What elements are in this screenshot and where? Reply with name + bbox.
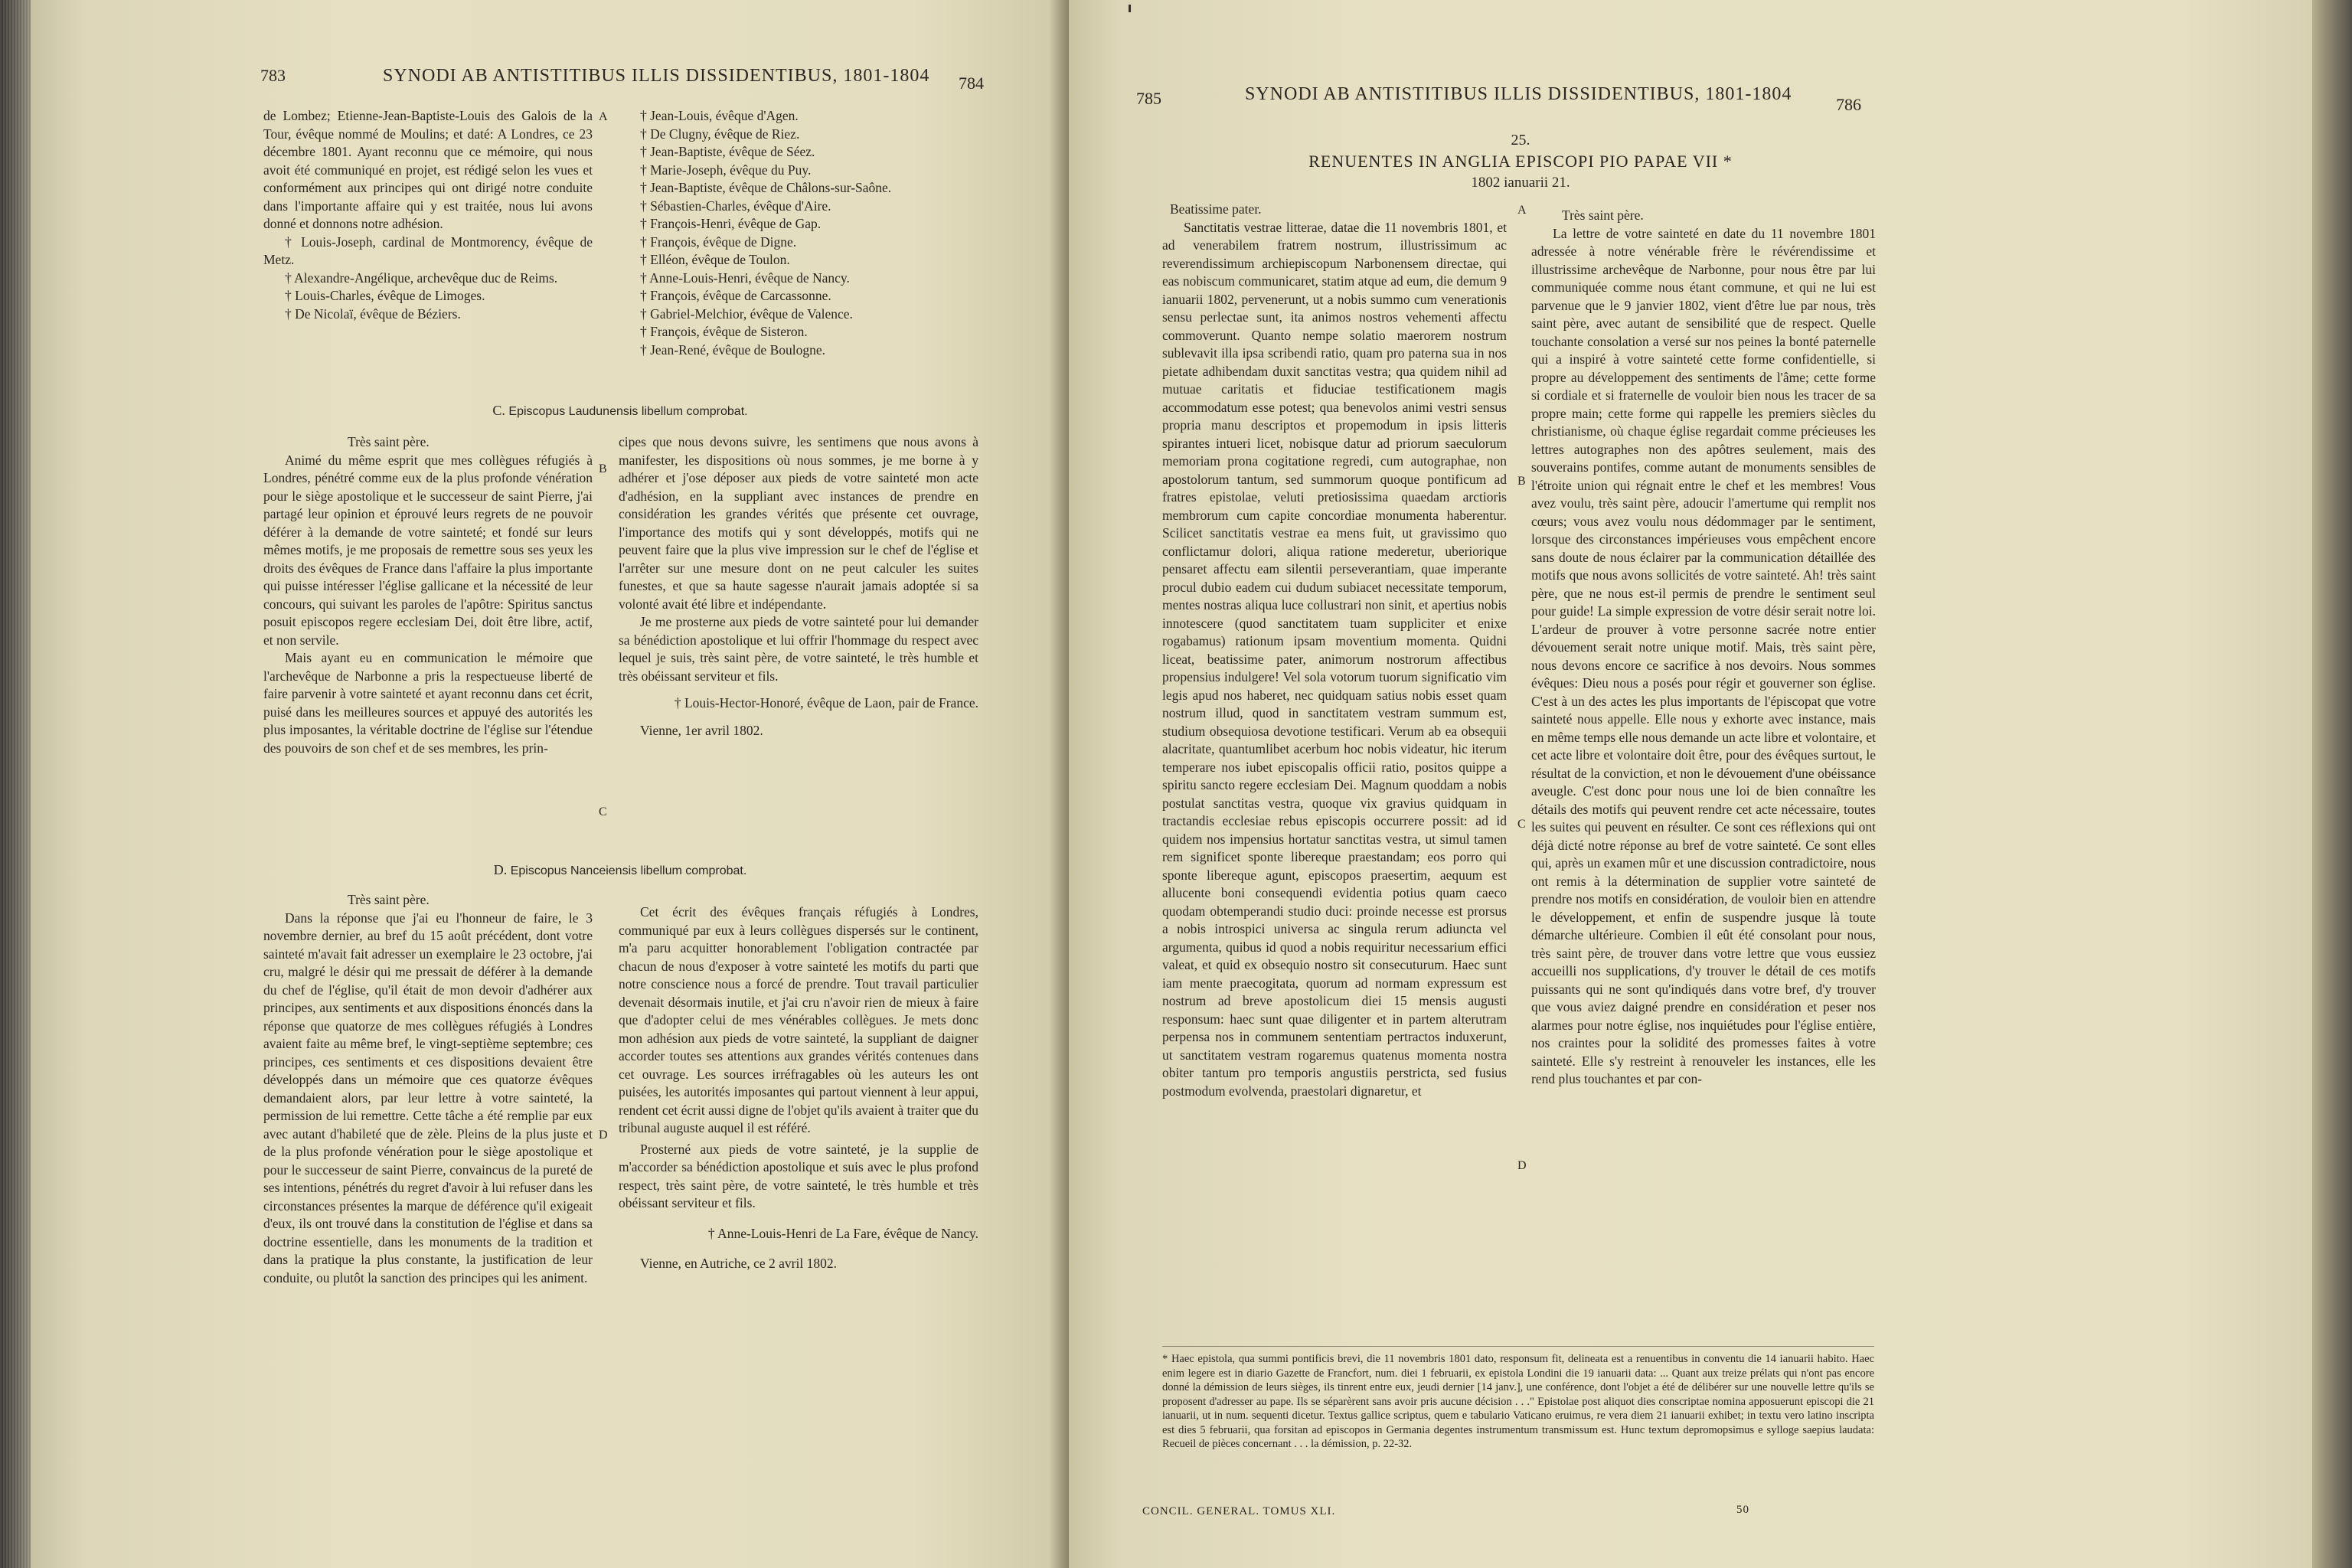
signer-line: † François-Henri, évêque de Gap.: [640, 216, 822, 231]
document-title: RENUENTES IN ANGLIA EPISCOPI PIO PAPAE VII *: [1308, 152, 1733, 171]
left-page: [31, 0, 1069, 1568]
signer-line: † De Clugny, évêque de Riez.: [640, 126, 800, 142]
latin-text: Sanctitatis vestrae litterae, datae die 11 novembris 1801, et ad venerabilem fratrem nostrum, illustrissimum ac reverendissimum archiepiscopum Narbonensem directae, qui eas nobiscum communicaret, statim atque ad eum, die demum 9 ianuarii 1802, pervenerunt, ut a nobis summo cum venerationis sensu perlectae sunt, ita animos nostros vehementi affectu commoverunt. Quanto nempe solatio maerorem nostrum sublevavit illa ipsa scribendi ratio, quam pro paterna sua in nos pietate adhibendam duxit sanctitas vestra; qua quidem nihil ad mutuae caritatis et fiduciae testificationem magis accommodatum esse potest; qua benevolos animi vestri sensus propria manu descriptos et propemodum in ipsis litteris spirantes intueri licet, nobisque datur ad priorum saeculorum memoriam prona cogitatione regredi, cum autographae, non apostolorum tantum, sed summorum quoque pontificum ad fratres epistolae, veluti pretiosissima quaedam arctioris membrorum cum capite concordiae monumenta haberentur. Scilicet sanctitatis vestrae ea mens fuit, ut gravissimo quo conflictamur dolori, aliqua ratione mederetur, uberiorique pensaret affectu eam silentii perseverantiam, quae imperante procul dubio eadem cui dudum subiacet necessitate temporum, mentes nostras aliqua luce collustrari non sinit, et apertius nobis innotescere (quod sanctitatem tuam suppliciter et enixe rogabamus) rationum ipsam moventium momenta. Quidni liceat, beatissime pater, animorum nostrorum affectibus propensius indulgere! Vel sola votorum tuorum significatio vim legis apud nos haberet, nec quidquam satius nobis esset quam nostrum illud, quod in sanctitatem vestram summum est, studium obsequiosa devotione testificari. Verum ab ea obsequii alacritate, quantumlibet acerbum hoc nobis videatur, hic iterum temperare nos iubet episcopalis officii ratio, positos quippe a spiritu sancto regere ecclesiam Dei. Magnum quoddam a nobis postulat sanctitas vestra, quoque vix gravius quidquam in tractandis ecclesiae rebus episcopis occurrere possit: ad id quidem nos impensius hortatur sanctitas vestra, ut simul tamen rem significet sponte libereque praestandam; eos porro qui sponte libereque agunt, episcopos praesertim, aequum est allucente boni consequendi evidentia potius quam caeco quodam obtemperandi studio duci: proinde necesse est prorsus a nobis introspici universa ac singula rerum adiuncta vel argumenta, quibus id quod a nobis requiritur necessarium effici valeat, et quid ex obsequio nostro sit consecuturum. Haec sunt iam mente praecogitata, quorum ad normam expressum est nostrum ad breve apostolicum diei 15 mensis augusti responsum: haec sunt quae diligenter et in partem alterutram perpensa nos in communem sententiam pertractos induxerunt, ut sanctitatem vestram rogaremus quatenus momenta nostra obiter tantum pro temporis angustiis perstricta, sed fusius postmodum evolvenda, praestolari dignaretur, et: [1162, 219, 1507, 1099]
signer-line: † Jean-Baptiste, évêque de Châlons-sur-Saône.: [640, 180, 892, 195]
section-c-paragraph: cipes que nous devons suivre, les sentimens que nous avons à manifester, les dispositions où nous sommes, je me borne à y adhérer et j'ose déposer aux pieds de votre sainteté mon acte d'adhésion, en la suppliant avec instances de prendre en considération les grandes vérités que présente cet ouvrage, l'importance des motifs qui y sont développés, motifs qui ne peuvent faire que la plus vive impression sur le chef de l'église et l'arrêter sur une mesure dont on ne peut calculer les suites funestes, et que sa haute sagesse n'aurait jamais adoptée si sa volonté avait été libre et indépendante.: [619, 434, 978, 612]
page-mark: [1129, 5, 1131, 12]
section-d-paragraph: Prosterné aux pieds de votre sainteté, je la supplie de m'accorder sa bénédiction apostolique et suis avec le plus profond respect, très saint père, de votre sainteté, le très humble et très obéissant serviteur et fils.: [619, 1141, 978, 1210]
latin-column: [1162, 201, 1507, 1100]
section-c-left-column: [263, 433, 593, 757]
latin-salutation: Beatissime pater.: [1170, 201, 1262, 217]
desk-left-edge: [0, 0, 31, 1568]
section-c-title: Episcopus Laudunensis libellum comprobat.: [508, 405, 748, 418]
french-salutation: Très saint père.: [1562, 207, 1644, 223]
top-left-column: [263, 107, 593, 323]
column-number-786: 786: [1836, 95, 1861, 114]
margin-letter-b: B: [1517, 475, 1526, 488]
section-c-heading: [260, 403, 980, 419]
signer-line: † François, évêque de Carcassonne.: [640, 288, 831, 303]
document-date: 1802 ianuarii 21.: [1471, 175, 1570, 191]
signer-line: † Gabriel-Melchior, évêque de Valence.: [640, 305, 853, 322]
margin-letter-b: B: [599, 462, 607, 475]
margin-letter-a: A: [1517, 204, 1527, 217]
signer-line: † Sébastien-Charles, évêque d'Aire.: [640, 198, 831, 214]
footnote-rule: [1162, 1346, 1874, 1347]
french-column: [1531, 207, 1876, 1089]
signer-line: † Jean-Baptiste, évêque de Séez.: [640, 144, 815, 159]
signer-line: † François, évêque de Digne.: [640, 234, 797, 250]
margin-letter-d: D: [599, 1129, 608, 1142]
section-c-paragraph: Animé du même esprit que mes collègues réfugiés à Londres, pénétré comme eux de la plus profonde vénération pour le siège apostolique et le successeur de saint Pierre, j'ai partagé leur opinion et éprouvé leurs regrets de ne pouvoir déférer à la demande de votre sainteté; et fondé sur leurs mêmes motifs, je me proposais de remettre sous ses yeux les droits des évêques de France dans l'affaire la plus importante qui puisse intéresser l'église gallicane et la nécessité de leur concours, qui suivant les paroles de l'apôtre: Spiritus sanctus posuit episcopos regere ecclesiam Dei, doit être libre, actif, et non servile.: [263, 452, 593, 648]
section-c-signature: † Louis-Hector-Honoré, évêque de Laon, pair de France.: [674, 695, 978, 710]
section-c-paragraph: Mais ayant eu en communication le mémoire que l'archevêque de Narbonne a pris la respectueuse liberté de faire parvenir à votre sainteté et ayant reconnu dans cet écrit, puisé dans les meilleures sources et appuyé des autorités les plus imposantes, la véritable doctrine de l'église sur l'étendue des pouvoirs de son chef et de ses membres, les prin-: [263, 650, 593, 756]
column-number-784: 784: [959, 74, 984, 93]
running-head-left: SYNODI AB ANTISTITIBUS ILLIS DISSIDENTIBUS, 1801-1804: [383, 66, 930, 86]
section-c-letter: C.: [492, 403, 505, 418]
section-d-paragraph: Cet écrit des évêques français réfugiés à Londres, communiqué par eux à leurs collègues dispersés sur le continent, m'a paru acquitter honorablement l'obligation contractée par chacun de nous d'exposer à votre sainteté les motifs du parti que notre conscience nous a forcé de prendre. Tout travail particulier devenait désormais inutile, et j'ai cru n'avoir rien de mieux à faire que d'adopter celui de mes vénérables collègues. Je mets donc mon adhésion aux pieds de votre sainteté, la suppliant de daigner accorder toutes ses attentions aux grandes vérités contenues dans cet ouvrage. Les sources irréfragables où les auteurs les ont puisées, les autorités imposantes qui partout viennent à leur appui, rendent cet écrit aussi digne de l'objet qu'ils avaient à traiter que du tribunal auguste auquel il est référé.: [619, 904, 978, 1135]
section-d-salutation: Très saint père.: [348, 892, 430, 907]
section-c-right-column: [619, 433, 978, 740]
top-right-column: [619, 107, 978, 359]
signer-line: † Marie-Joseph, évêque du Puy.: [640, 162, 812, 178]
section-d-signature: † Anne-Louis-Henri de La Fare, évêque de Nancy.: [707, 1225, 978, 1241]
section-d-heading: [260, 862, 980, 878]
margin-letter-d: D: [1517, 1159, 1527, 1172]
footer-signature-mark: 50: [1736, 1504, 1749, 1516]
signer-line: † Anne-Louis-Henri, évêque de Nancy.: [640, 270, 850, 286]
margin-letter-c: C: [1517, 818, 1526, 831]
signer-line: † Jean-Louis, évêque d'Agen.: [640, 108, 799, 123]
signer-line: † Louis-Joseph, cardinal de Montmorency, évêque de Metz.: [263, 234, 593, 267]
french-text: La lettre de votre sainteté en date du 11 novembre 1801 adressée à notre vénérable frère le révérendissime et illustrissime archevêque de Narbonne, pour nous être par lui communiquée comme nous étant commune, et qui ne lui est parvenue que le 9 janvier 1802, vient d'être lue par nous, très saint père, avec autant de sensibilité que de respect. Quelle touchante consolation a versé sur nos peines la bonté paternelle qui a inspiré à votre sainteté cette forme confidentielle, si propre au développement des sentiments de l'âme; cette forme si cordiale et si fraternelle de vouloir bien nous les tracer de sa propre main; cette forme qui rappelle les premiers siècles du christianisme, où chaque église regardait comme précieuses les lettres autographes non des apôtres seulement, mais des souverains pontifes, comme autant de monuments sensibles de l'étroite union qui régnait entre le chef et les membres! Vous avez voulu, très saint père, adoucir l'amertume qui remplit nos cœurs; vous avez voulu nous dédommager par le sentiment, lorsque des circonstances impérieuses vous empêchent encore sans doute de nous éclairer par la communication détaillée des motifs que nous avons sollicités de votre sainteté. Ah! très saint père, que ne nous est-il permis de prendre le sentiment seul pour guide! La simple expression de votre désir serait notre loi. L'ardeur de prouver à votre personne sacrée notre entier dévouement serait notre unique motif. Mais, très saint père, nous devons encore ce sacrifice à nos devoirs. Nous sommes évêques: Dieu nous a posés pour régir et gouverner son église. C'est à un des actes les plus importants de l'épiscopat que votre sainteté nous appelle. Elle nous y exhorte avec instance, mais en même temps elle nous demande un acte libre et volontaire, et cet acte libre et volontaire doit être, pour des évêques surtout, le résultat de la conviction, et non le dévouement d'une obéissance aveugle. C'est donc pour nous une loi de bien connaître les détails des motifs qui peuvent rendre cet acte nécessaire, toutes les suites qui peuvent en résulter. Ce sont ces réflexions qui ont déjà dicté notre réponse au bref de votre sainteté. Ce sont elles qui, après un examen mûr et une discussion contradictoire, nous ont remis à la détermination de supplier votre sainteté de prendre nos motifs en considération, de vouloir bien en attendre le développement, et enfin de suspendre jusque là toute démarche ultérieure. Combien il eût été consolant pour nous, très saint père, de trouver dans votre lettre que vous eussiez accueilli nos supplications, d'y trouver le détail de ces motifs puissants qui ne sont qu'indiqués dans votre bref, d'y trouver que vous aviez daigné prendre en considération et peser nos alarmes pour notre église, nos inquiétudes pour l'église entière, nos craintes pour la solidité des promesses faites à votre sainteté. Elle s'y restreint à renouveler les instances, elle les rend plus touchantes et par con-: [1531, 225, 1876, 1086]
section-d-paragraph: Dans la réponse que j'ai eu l'honneur de faire, le 3 novembre dernier, au bref du 15 août précédent, dont votre sainteté m'avait fait adresser un exemplaire le 23 octobre, j'ai cru, malgré le désir qui me pressait de déférer à la demande du chef de l'église, qu'il était de mon devoir d'adhérer aux principes, aux sentiments et aux dispositions énoncés dans la réponse que quatorze de mes collègues réfugiés à Londres avaient faite au même bref, le vingt-septième septembre; ces principes, ces sentiments et ces dispositions devaient être développés dans un mémoire que ces quatorze évêques demandaient alors, par leur lettre à votre sainteté, la permission de lui remettre. Cette tâche a été remplie par eux avec autant d'habileté que de zèle. Pleins de la plus juste et de la plus profonde vénération pour le siège apostolique et pour le successeur de saint Pierre, convaincus de la pureté de ses intentions, pénétrés du regret d'avoir à lui refuser dans les circonstances présentes la marque de déférence qu'il exigeait d'eux, ils ont trouvé dans la constitution de l'église et dans sa doctrine essentielle, dans les monuments de la tradition et dans la pratique la plus constante, la justification de leur conduite, ou plutôt la sanction des principes qui les animent.: [263, 910, 593, 1285]
column-number-785: 785: [1136, 89, 1161, 108]
section-d-letter: D.: [493, 862, 508, 877]
footer-volume-title: CONCIL. GENERAL. TOMUS XLI.: [1142, 1505, 1336, 1517]
right-page: [1069, 0, 2312, 1568]
margin-letter-c: C: [599, 805, 607, 818]
section-d-dateline: Vienne, en Autriche, ce 2 avril 1802.: [640, 1256, 837, 1271]
mémoire-adhesion-paragraph: de Lombez; Etienne-Jean-Baptiste-Louis des Galois de la Tour, évêque nommé de Moulins; et daté: A Londres, ce 23 décembre 1801. Ayant reconnu que ce mémoire, qui nous avoit été communiqué en projet, est rédigé selon les vues et conformément aux principes qui ont dirigé notre conduite dans l'importante affaire qui y est traitée, nous lui avons donné et donnons notre adhésion.: [263, 108, 593, 231]
desk-right-edge: [2312, 0, 2352, 1568]
section-c-salutation: Très saint père.: [348, 434, 430, 449]
signer-line: † Louis-Charles, évêque de Limoges.: [285, 288, 485, 303]
signer-line: † François, évêque de Sisteron.: [640, 324, 808, 339]
column-number-783: 783: [260, 66, 286, 85]
document-number: 25.: [1511, 132, 1530, 149]
section-c-dateline: Vienne, 1er avril 1802.: [640, 722, 763, 738]
section-d-right-column: [619, 903, 978, 1273]
section-d-title: Episcopus Nanceiensis libellum comprobat.: [510, 864, 747, 877]
running-head-right: SYNODI AB ANTISTITIBUS ILLIS DISSIDENTIBUS, 1801-1804: [1245, 84, 1792, 104]
footnote: * Haec epistola, qua summi pontificis brevi, die 11 novembris 1801 dato, responsum fit, delineata est a renuentibus in conventu die 14 ianuarii habito. Haec enim legere est in diario Gazette de Francfort, num. diei 1 februarii, ex epistola Londini die 19 ianuarii data: ... Quant aux treize prélats qui n'ont pas encore donné la démission de leurs sièges, ils tinrent entre eux, jeudi dernier [14 janv.], une conférence, dont l'objet a été de délibérer sur une nouvelle lettre qu'ils se proposent d'adresser au pape. Ils se séparèrent sans avoir pris aucune décision . . ." Epistolae post aliquot dies conscriptae nomina apposuerunt episcopi die 21 ianuarii, ut in num. sequenti dicetur. Textus gallice scriptus, quem e tabulario Vaticano eruimus, re vera diem 21 ianuarii exhibet; in textu vero latino inscripta est dies 5 februarii, qua forsitan ad episcopos in Germania degentes instrumentum transmissum est. Hunc textum depromopsimus e sylloge saepius laudata: Recueil de pièces concernant . . . la démission, p. 22-32.: [1162, 1353, 1874, 1450]
section-c-paragraph: Je me prosterne aux pieds de votre sainteté pour lui demander sa bénédiction apostolique et lui offrir l'hommage du respect avec lequel je suis, très saint père, de votre sainteté, le très humble et très obéissant serviteur et fils.: [619, 614, 978, 684]
section-d-left-column: [263, 891, 593, 1287]
signer-line: † Jean-René, évêque de Boulogne.: [640, 341, 826, 358]
signer-line: † De Nicolaï, évêque de Béziers.: [285, 305, 461, 322]
signer-line: † Alexandre-Angélique, archevêque duc de Reims.: [285, 270, 558, 286]
signer-line: † Elléon, évêque de Toulon.: [640, 252, 790, 267]
margin-letter-a: A: [599, 110, 608, 123]
